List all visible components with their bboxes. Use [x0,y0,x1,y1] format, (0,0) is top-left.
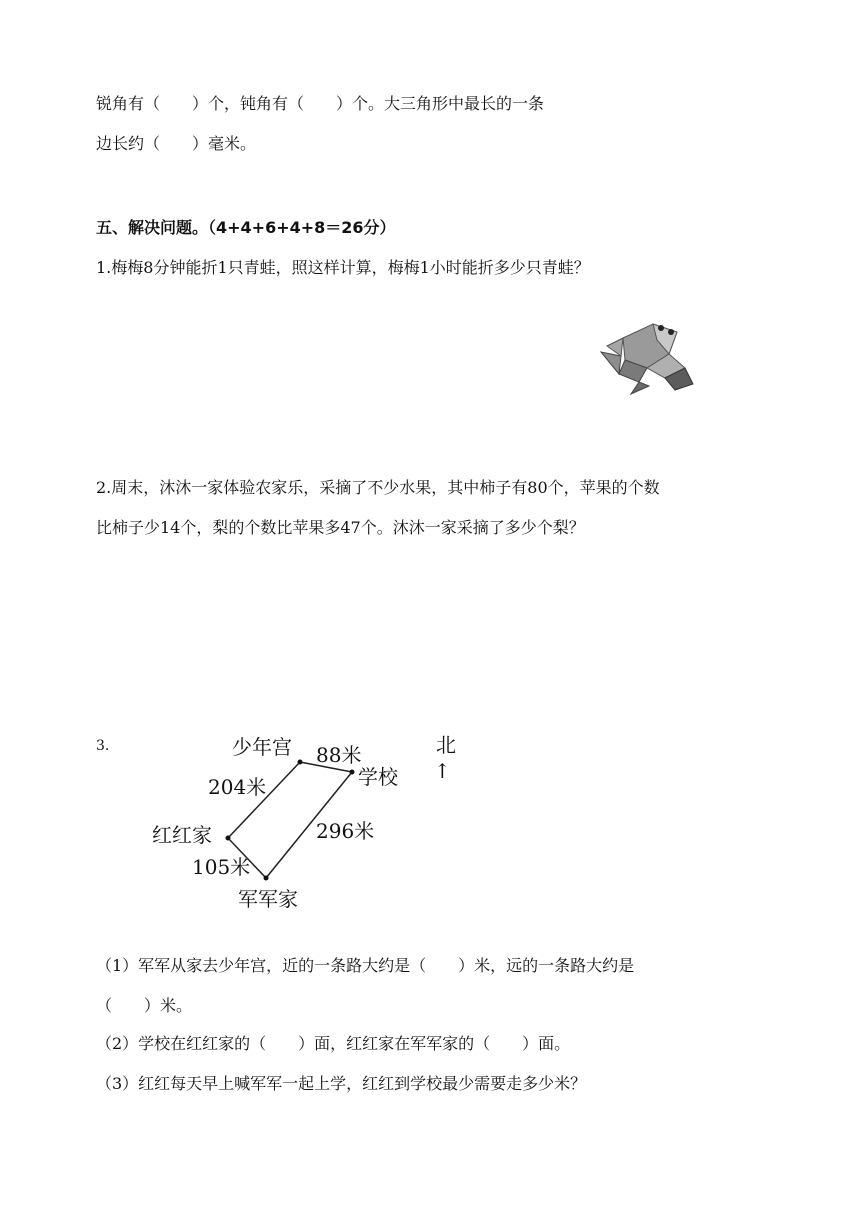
point-youth-palace [298,760,303,765]
point-school [350,770,355,775]
label-honghong-home: 红红家 [152,823,212,847]
point-honghong-home [226,836,231,841]
q1-text: 1.梅梅8分钟能折1只青蛙，照这样计算，梅梅1小时能折多少只青蛙？ [96,258,590,277]
road-honghong-palace [228,762,300,838]
q3-sub3: （3）红红每天早上喊军军一起上学，红红到学校最少需要走多少米？ [96,1074,587,1093]
dist-honghong-junjun: 105米 [192,855,251,879]
q2-line1: 2.周末，沐沐一家体验农家乐，采摘了不少水果，其中柿子有80个，苹果的个数 [96,478,660,497]
route-map-diagram [140,728,470,918]
q3-sub1-line1: （1）军军从家去少年宫，近的一条路大约是（ ）米，远的一条路大约是 [96,956,635,975]
north-label: 北 [436,733,456,757]
label-youth-palace: 少年宫 [232,735,292,759]
prev-question-line1: 锐角有（ ）个，钝角有（ ）个。大三角形中最长的一条 [96,94,545,113]
q3-sub2: （2）学校在红红家的（ ）面，红红家在军军家的（ ）面。 [96,1034,571,1053]
origami-frog-icon [595,316,695,396]
north-arrow-icon: ↑ [434,759,451,783]
label-junjun-home: 军军家 [238,887,298,911]
q3-sub1-line2: （ ）米。 [96,996,193,1015]
label-school: 学校 [358,765,398,789]
q2-line2: 比柿子少14个，梨的个数比苹果多47个。沐沐一家采摘了多少个梨？ [96,518,585,537]
q3-number: 3. [96,738,110,754]
point-junjun-home [264,876,269,881]
section5-heading: 五、解决问题。（4+4+6+4+8＝26分） [96,218,396,237]
dist-honghong-palace: 204米 [208,775,267,799]
dist-palace-school: 88米 [316,743,362,767]
dist-school-junjun: 296米 [316,819,375,843]
prev-question-line2: 边长约（ ）毫米。 [96,134,257,153]
